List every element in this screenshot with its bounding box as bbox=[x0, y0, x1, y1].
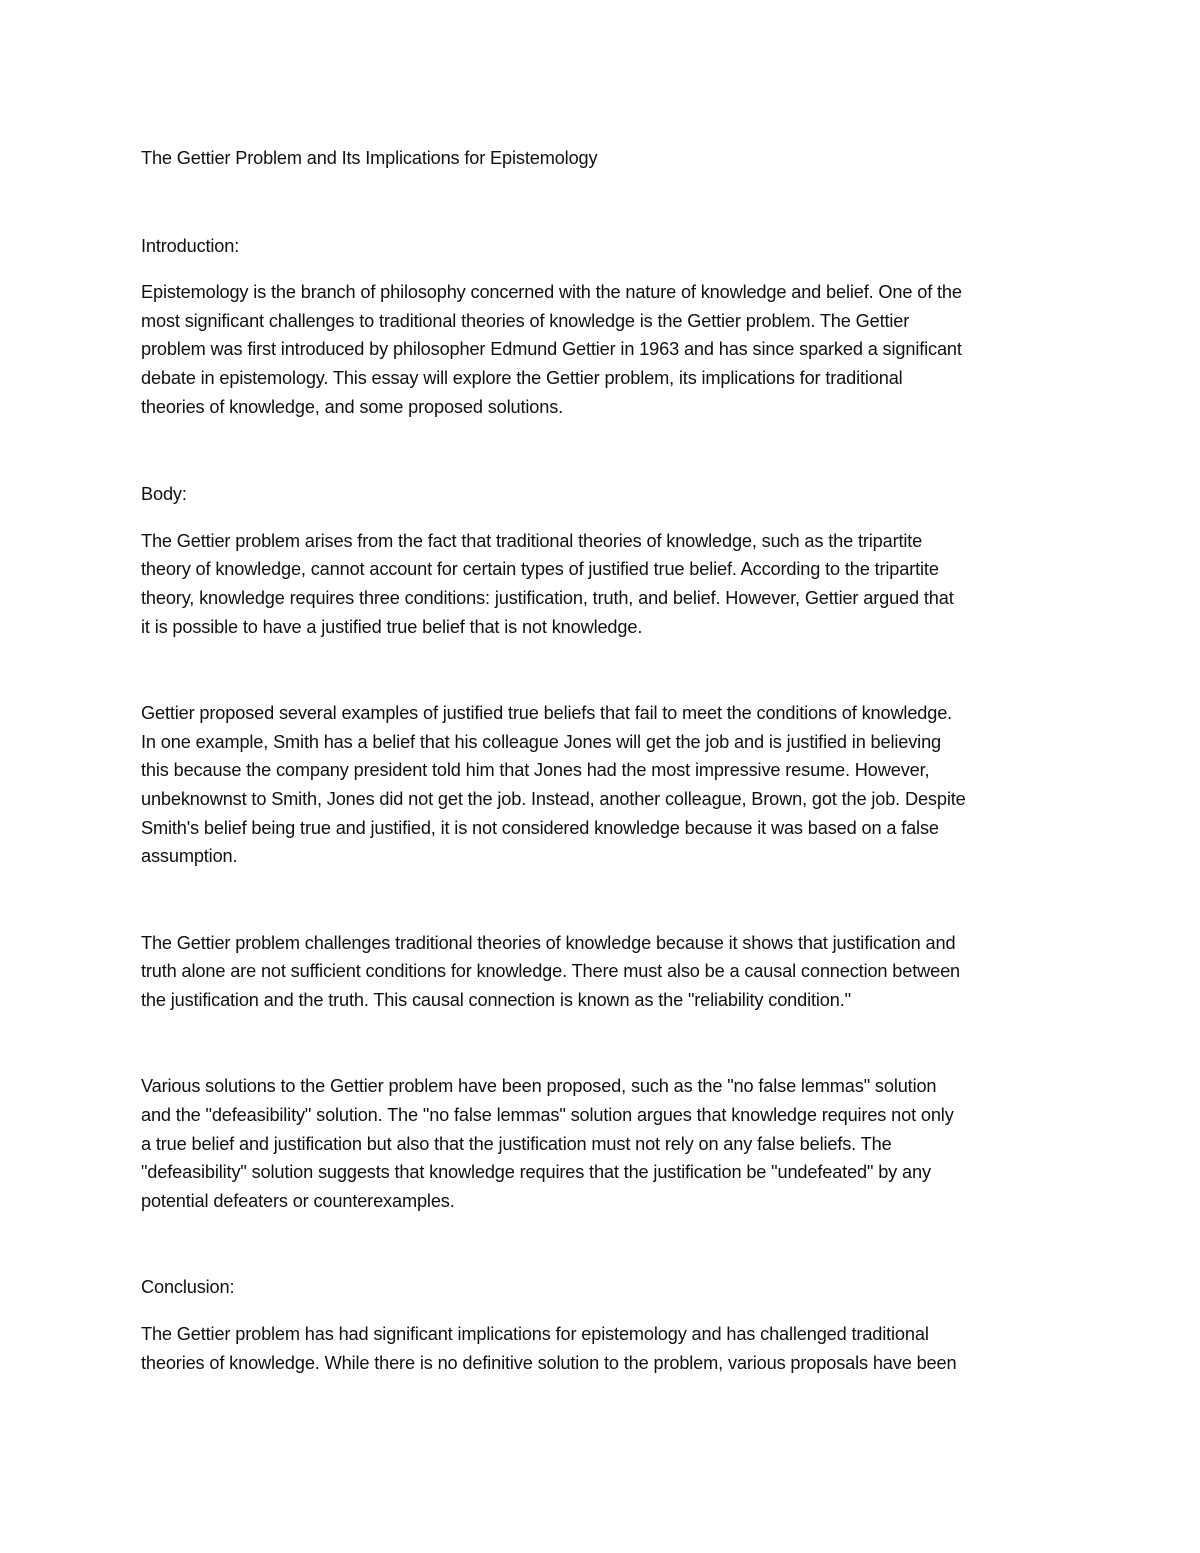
document-body bbox=[141, 144, 1071, 1435]
body-paragraph-3 bbox=[141, 929, 1071, 1015]
text-line: Epistemology is the branch of philosophy concerned with the nature of knowledge and belief. One of the bbox=[141, 282, 962, 303]
text-line: truth alone are not sufficient conditions for knowledge. There must also be a causal connection between bbox=[141, 961, 960, 982]
text-line: it is possible to have a justified true belief that is not knowledge. bbox=[141, 616, 643, 637]
text-line: "defeasibility" solution suggests that knowledge requires that the justification be "undefeated" by any bbox=[141, 1162, 931, 1183]
intro-paragraph bbox=[141, 278, 1071, 421]
text-line: The Gettier problem has had significant implications for epistemology and has challenged traditional bbox=[141, 1324, 929, 1345]
text-line: unbeknownst to Smith, Jones did not get the job. Instead, another colleague, Brown, got the job. Despite bbox=[141, 788, 966, 809]
text-line: theory, knowledge requires three conditions: justification, truth, and belief. However, Gettier argued that bbox=[141, 587, 954, 608]
section-heading-introduction: Introduction: bbox=[141, 235, 240, 256]
text-line: The Gettier problem arises from the fact that traditional theories of knowledge, such as the tripartite bbox=[141, 530, 923, 551]
text-line: theory of knowledge, cannot account for certain types of justified true belief. According to the tripartite bbox=[141, 559, 939, 580]
conclusion-paragraph bbox=[141, 1320, 1071, 1377]
text-line: the justification and the truth. This causal connection is known as the "reliability condition." bbox=[141, 989, 851, 1010]
text-line: Smith's belief being true and justified, it is not considered knowledge because it was based on a false bbox=[141, 817, 939, 838]
text-line: debate in epistemology. This essay will explore the Gettier problem, its implications for traditional bbox=[141, 367, 903, 388]
text-line: theories of knowledge. While there is no definitive solution to the problem, various proposals have been bbox=[141, 1352, 957, 1373]
text-line: most significant challenges to traditional theories of knowledge is the Gettier problem. The Gettier bbox=[141, 310, 910, 331]
body-paragraph-4 bbox=[141, 1072, 1071, 1215]
text-line: Gettier proposed several examples of justified true beliefs that fail to meet the conditions of knowledge. bbox=[141, 703, 953, 724]
text-line: a true belief and justification but also that the justification must not rely on any false beliefs. The bbox=[141, 1133, 892, 1154]
body-paragraph-2 bbox=[141, 699, 1071, 871]
text-line: In one example, Smith has a belief that his colleague Jones will get the job and is justified in believing bbox=[141, 731, 941, 752]
text-line: theories of knowledge, and some proposed solutions. bbox=[141, 396, 564, 417]
section-heading-conclusion: Conclusion: bbox=[141, 1277, 235, 1298]
text-line: potential defeaters or counterexamples. bbox=[141, 1190, 455, 1211]
body-paragraph-1 bbox=[141, 527, 1071, 641]
text-line: The Gettier problem challenges traditional theories of knowledge because it shows that justification and bbox=[141, 932, 956, 953]
section-heading-body: Body: bbox=[141, 484, 187, 505]
text-line: and the "defeasibility" solution. The "no false lemmas" solution argues that knowledge requires not only bbox=[141, 1105, 954, 1126]
text-line: assumption. bbox=[141, 846, 238, 867]
text-line: Various solutions to the Gettier problem have been proposed, such as the "no false lemmas" solution bbox=[141, 1076, 937, 1097]
text-line: problem was first introduced by philosopher Edmund Gettier in 1963 and has since sparked a significant bbox=[141, 339, 962, 360]
text-line: this because the company president told him that Jones had the most impressive resume. However, bbox=[141, 760, 930, 781]
document-title: The Gettier Problem and Its Implications for Epistemology bbox=[141, 148, 598, 168]
